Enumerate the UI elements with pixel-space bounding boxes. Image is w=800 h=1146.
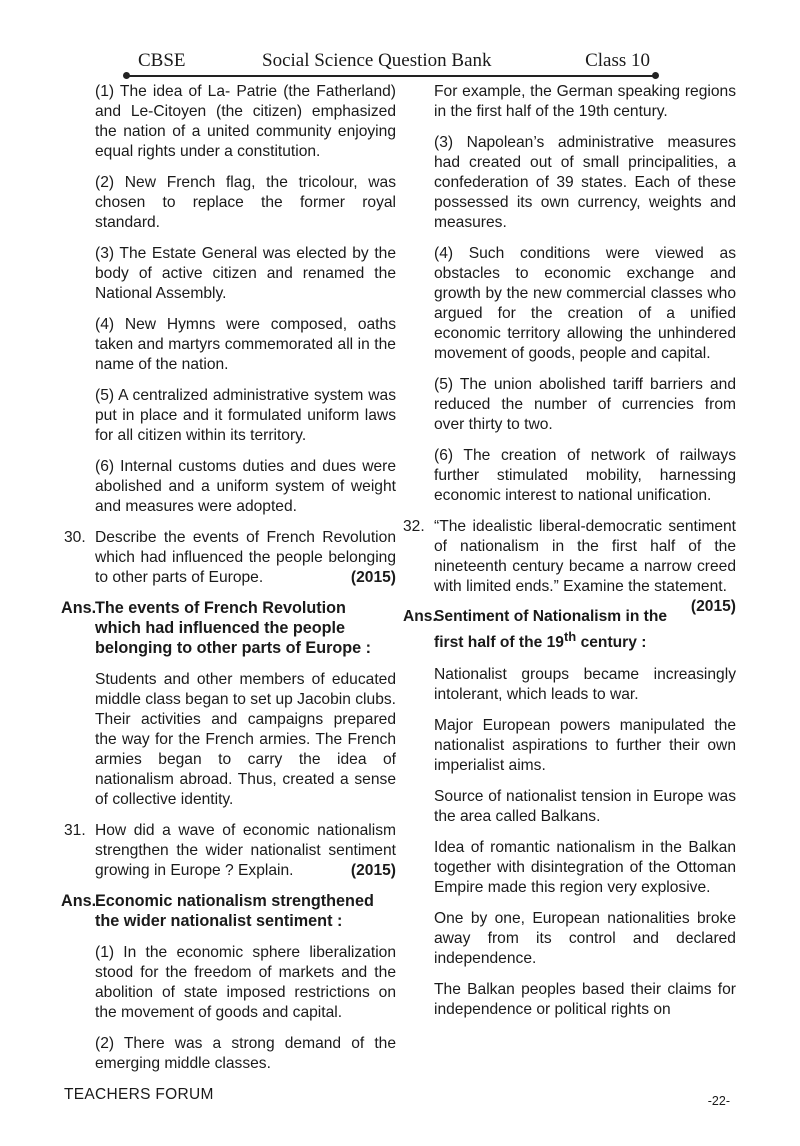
answer-32-heading (403, 607, 736, 653)
question-text: How did a wave of economic nationalism strengthen the wider nationalist sentiment growing in Europe ? Explain. (95, 822, 396, 879)
paragraph: (6) Internal customs duties and dues were abolished and a uniform system of weight and measures were adopted. (95, 458, 396, 515)
question-text: Describe the events of French Revolution which had influenced the people belonging to other parts of Europe. (95, 529, 396, 586)
header-class: Class 10 (585, 50, 650, 71)
answer-paragraph: Nationalist groups became increasingly intolerant, which leads to war. (434, 666, 736, 704)
answer-paragraph: (1) In the economic sphere liberalization stood for the freedom of markets and the abolition of state imposed restrictions on the movement of goods and capital. (95, 944, 396, 1021)
paragraph: (4) New Hymns were composed, oaths taken and martyrs commemorated all in the name of the nation. (95, 316, 396, 373)
question-number: 30. (64, 529, 86, 546)
header-title: Social Science Question Bank (262, 50, 492, 71)
paragraph: (2) New French flag, the tricolour, was chosen to replace the former royal standard. (95, 174, 396, 231)
answer-title-part: Sentiment of Nationalism in the first half of the 19 (434, 608, 668, 652)
answer-paragraph: The Balkan peoples based their claims for independence or political rights on (434, 981, 736, 1019)
paragraph: For example, the German speaking regions in the first half of the 19th century. (434, 83, 736, 120)
answer-paragraph: Idea of romantic nationalism in the Balkan together with disintegration of the Ottoman Empire made this region very explosive. (434, 839, 736, 897)
question-32 (403, 517, 736, 615)
question-year: (2015) (350, 569, 396, 586)
answer-30-heading (61, 598, 396, 658)
question-30 (64, 528, 396, 588)
rule-dot-left (123, 72, 130, 79)
answer-paragraph: One by one, European nationalities broke away from its control and declared independence. (434, 910, 736, 968)
answer-paragraph: Major European powers manipulated the nationalist aspirations to further their own imperialist aims. (434, 717, 736, 775)
answer-title-superscript: th (563, 629, 577, 644)
answer-label: Ans. (403, 608, 437, 625)
answer-paragraph: Students and other members of educated middle class began to set up Jacobin clubs. Their activities and campaigns prepared the way for the French armies. The French armies began to carry the idea of nationalism abroad. Thus, created a sense of collective identity. (95, 671, 396, 808)
paragraph: (3) Napolean’s administrative measures had created out of small principalities, a confederation of 39 states. Each of these possessed its own currency, weights and measures. (434, 134, 736, 231)
page-header (130, 50, 650, 76)
paragraph: (5) The union abolished tariff barriers and reduced the number of currencies from over thirty to two. (434, 376, 736, 433)
paragraph: (6) The creation of network of railways further stimulated mobility, harnessing economic interest to national unification. (434, 447, 736, 504)
answer-title: The events of French Revolution which had influenced the people belonging to other parts of Europe : (95, 599, 372, 657)
paragraph: (1) The idea of La- Patrie (the Fatherland) and Le-Citoyen (the citizen) emphasized the nation of a united community enjoying equal rights under a constitution. (95, 83, 396, 160)
answer-31-heading (61, 891, 396, 931)
question-text: “The idealistic liberal-democratic sentiment of nationalism in the first half of the nineteenth century became a narrow creed with limited ends.” Examine the statement. (434, 518, 736, 595)
page-number: -22- (707, 1094, 730, 1108)
answer-label: Ans. (61, 892, 97, 910)
paragraph: (4) Such conditions were viewed as obstacles to economic exchange and growth by the new commercial classes who argued for the creation of a unified economic territory allowing the unhindered movement of goods, people and capital. (434, 245, 736, 362)
answer-title (434, 608, 667, 651)
question-number: 31. (64, 822, 86, 839)
answer-paragraph: (2) There was a strong demand of the emerging middle classes. (95, 1035, 396, 1072)
header-rule (127, 75, 655, 77)
answer-title-part: century : (576, 634, 647, 652)
question-31 (64, 821, 396, 881)
question-year: (2015) (350, 862, 396, 879)
answer-label: Ans. (61, 599, 97, 617)
paragraph: (5) A centralized administrative system was put in place and it formulated uniform laws for all citizen within its territory. (95, 387, 396, 444)
left-column (61, 82, 396, 1085)
footer-publisher: TEACHERS FORUM (64, 1086, 214, 1103)
paragraph: (3) The Estate General was elected by the body of active citizen and renamed the National Assembly. (95, 245, 396, 302)
answer-paragraph: Source of nationalist tension in Europe was the area called Balkans. (434, 788, 736, 826)
answer-title: Economic nationalism strengthened the wider nationalist sentiment : (95, 892, 374, 930)
header-board: CBSE (138, 50, 186, 71)
right-column (403, 82, 736, 1031)
question-year: (2015) (690, 598, 736, 615)
question-number: 32. (403, 518, 425, 535)
rule-dot-right (652, 72, 659, 79)
